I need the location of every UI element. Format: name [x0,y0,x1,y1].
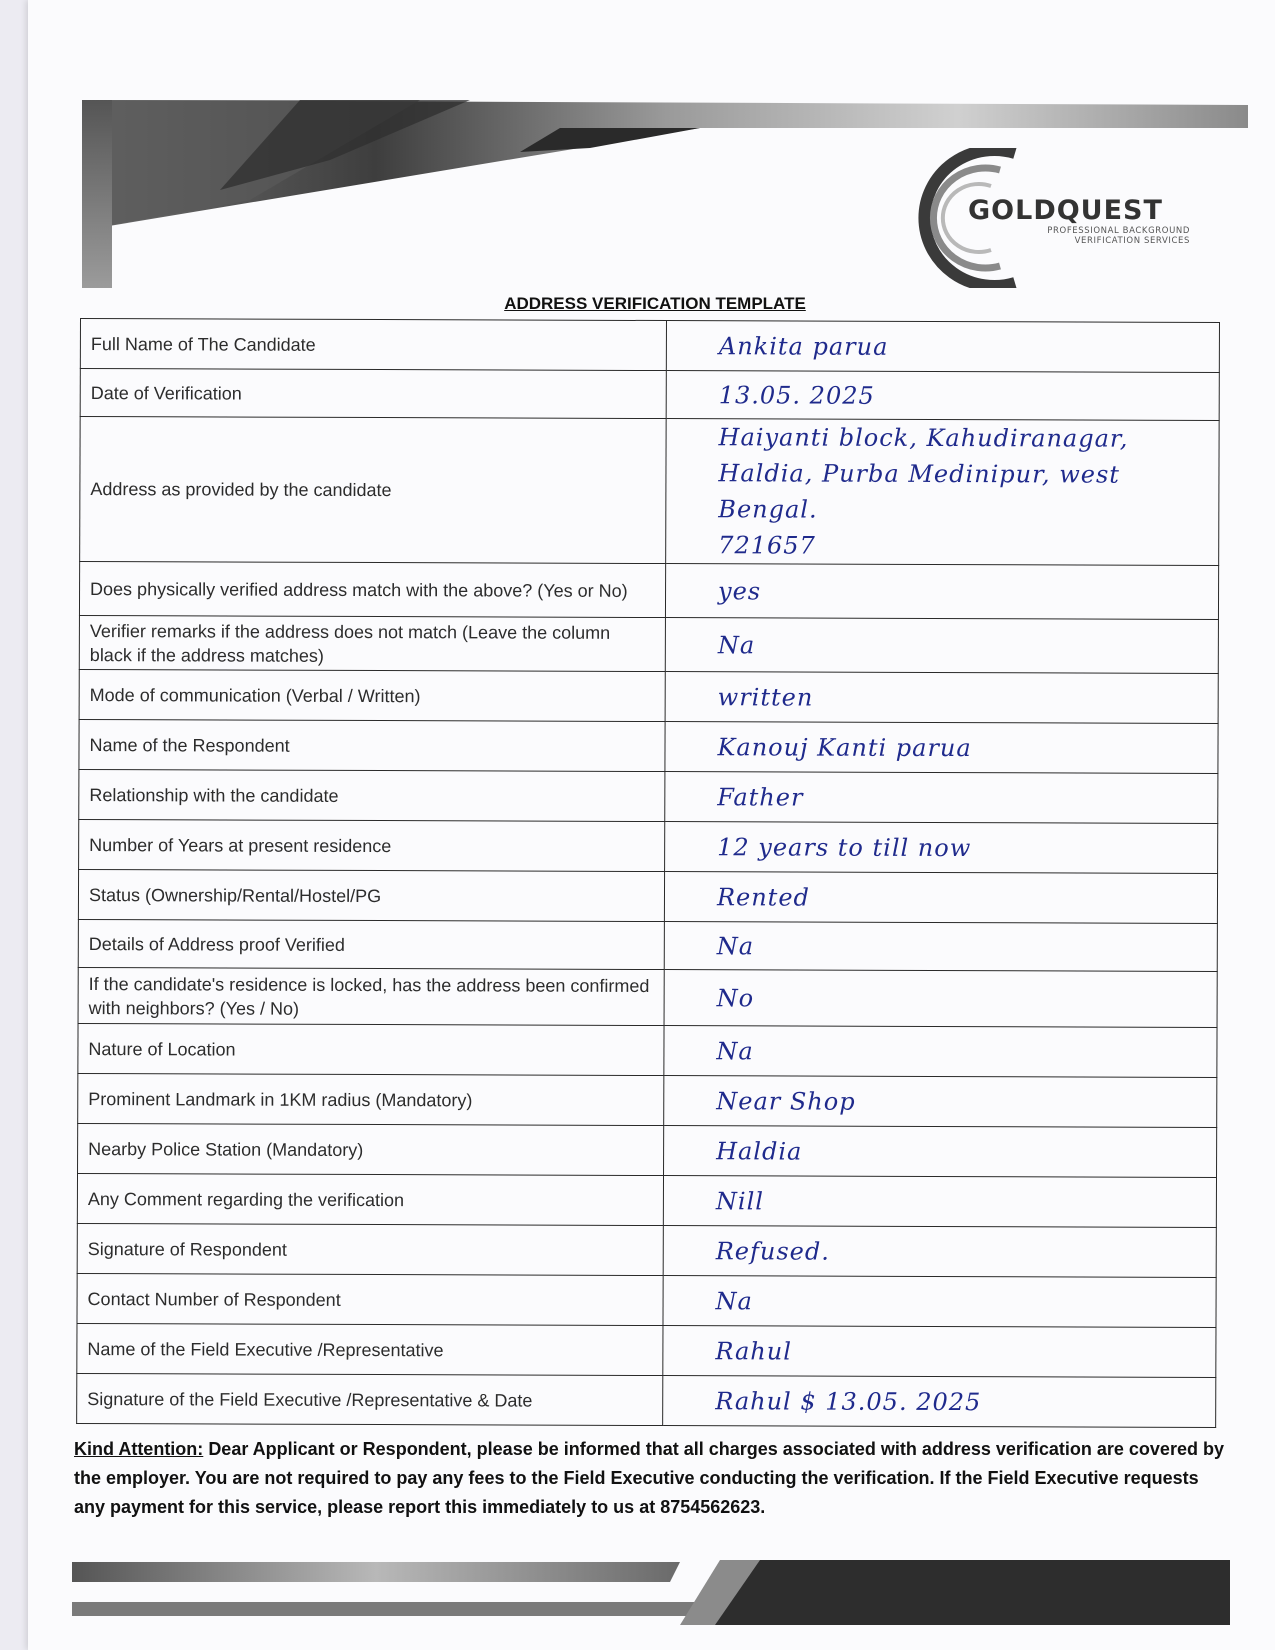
row-value: Na [664,1026,1217,1078]
table-row [79,719,1218,773]
row-label: Contact Number of Respondent [77,1273,663,1325]
row-label: Number of Years at present residence [79,819,665,871]
table-row [78,919,1217,971]
table-row [77,1273,1216,1327]
kind-attention-notice [74,1435,1224,1522]
row-value: Rahul $ 13.05. 2025 [663,1376,1216,1428]
row-value: Kanouj Kanti parua [665,722,1218,774]
row-value: Refused. [663,1226,1216,1278]
row-label: Nature of Location [78,1023,664,1075]
row-value: written [665,672,1218,724]
row-label: Signature of the Field Executive /Representative & Date [77,1373,663,1425]
row-label: Any Comment regarding the verification [77,1173,663,1225]
row-value: Rahul [663,1326,1216,1378]
table-row [79,769,1218,823]
verification-table [76,318,1220,1428]
row-label: Relationship with the candidate [79,769,665,821]
table-row [80,369,1219,421]
row-label: Prominent Landmark in 1KM radius (Mandatory) [78,1073,664,1125]
row-value-address [666,419,1220,566]
address-line: Haiyanti block, Kahudiranagar, [718,423,1129,453]
table-row [78,1023,1217,1077]
page-title: ADDRESS VERIFICATION TEMPLATE [504,294,806,313]
row-value: Nill [663,1176,1216,1228]
row-label: Name of the Respondent [79,719,665,771]
row-label: Nearby Police Station (Mandatory) [78,1123,664,1175]
row-value: 13.05. 2025 [666,371,1219,421]
table-row [78,1073,1217,1127]
row-label: Full Name of The Candidate [80,319,666,371]
table-row [77,1223,1216,1277]
row-label: Mode of communication (Verbal / Written) [79,669,665,721]
row-value: Na [664,922,1217,972]
row-label: Name of the Field Executive /Representative [77,1323,663,1375]
row-value: yes [665,564,1218,620]
row-label: Date of Verification [80,369,666,419]
row-label: Verifier remarks if the address does not match (Leave the column black if the address matches) [79,615,665,671]
brand-tagline: PROFESSIONAL BACKGROUND VERIFICATION SERVICES [1047,226,1190,246]
notice-heading: Kind Attention: [74,1439,204,1459]
row-label: Status (Ownership/Rental/Hostel/PG [78,869,664,921]
row-label: If the candidate's residence is locked, has the address been confirmed with neighbors? (Yes / No) [78,967,664,1025]
row-value: 12 years to till now [665,822,1218,874]
notice-text: Dear Applicant or Respondent, please be informed that all charges associated with address verification are covered by the employer. You are not required to pay any fees to the Field Executive conducting the verification. If the Field Executive requests any payment for this service, please report this immediately to us at 8754562623. [74,1439,1224,1517]
row-value: Rented [664,872,1217,924]
table-row [78,967,1217,1027]
table-row [77,1373,1216,1427]
row-label: Signature of Respondent [77,1223,663,1275]
row-value: Near Shop [664,1076,1217,1128]
row-value: No [664,970,1217,1028]
row-label: Address as provided by the candidate [80,417,667,564]
table-row [77,1323,1216,1377]
brand-name: GOLDQUEST [968,195,1163,226]
row-label: Details of Address proof Verified [78,919,664,969]
table-row [78,869,1217,923]
row-value: Haldia [664,1126,1217,1178]
table-row [77,1173,1216,1227]
address-line: 721657 [718,531,816,560]
row-value: Na [663,1276,1216,1328]
row-value: Father [665,772,1218,824]
table-row [80,417,1219,566]
table-row [79,615,1218,673]
address-line: Haldia, Purba Medinipur, west Bengal. [718,459,1120,524]
table-row [79,562,1218,620]
table-row [80,319,1219,373]
row-label: Does physically verified address match with the above? (Yes or No) [79,562,665,618]
table-row [79,669,1218,723]
footer-banner [0,1550,1275,1650]
table-row [79,819,1218,873]
row-value: Na [665,618,1218,674]
table-row [78,1123,1217,1177]
row-value: Ankita parua [666,321,1219,373]
